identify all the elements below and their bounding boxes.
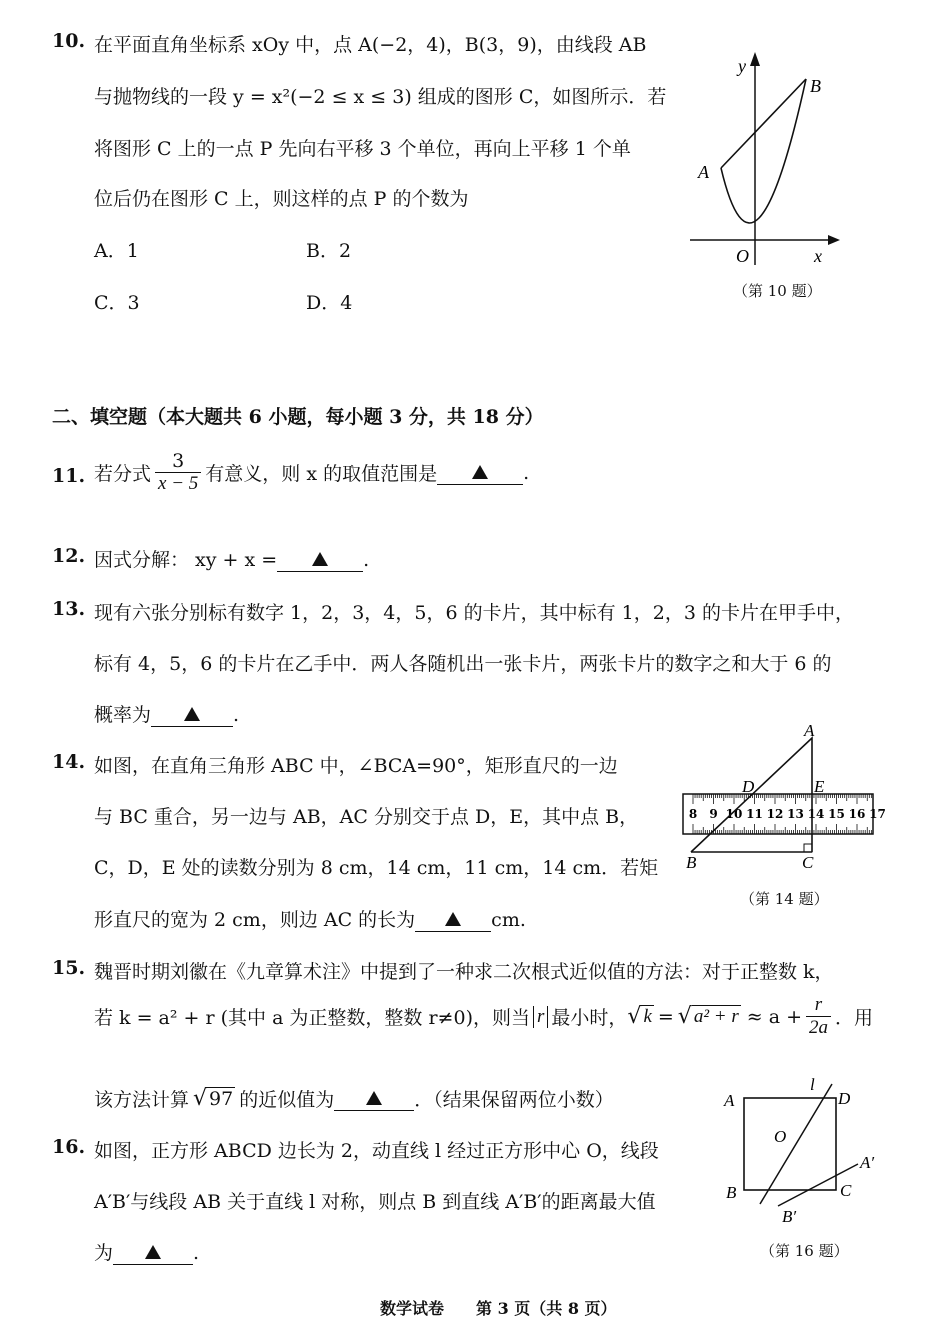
label-b-prime: B′ <box>782 1207 797 1226</box>
ruler-tick-label: 10 <box>725 807 743 821</box>
q11-body <box>94 450 529 495</box>
q11-answer-blank[interactable] <box>437 460 523 485</box>
q15-l2b: 最小时， <box>551 1007 628 1029</box>
answer-triangle-icon <box>312 552 328 566</box>
q13-end: . <box>233 704 240 726</box>
ruler-tick-label: 17 <box>869 807 886 821</box>
label-b: B <box>686 853 697 870</box>
q16-number: 16. <box>52 1136 86 1158</box>
q11-suffix: 有意义，则 x 的取值范围是 <box>205 463 438 485</box>
q12-text: 因式分解： xy + x = <box>94 549 278 571</box>
label-c: C <box>840 1181 852 1200</box>
q12-number: 12. <box>52 545 86 567</box>
q15-line3 <box>94 1085 614 1112</box>
q15-equals: = <box>657 1005 674 1028</box>
q10-option-b[interactable]: B．2 <box>306 240 352 262</box>
q13-line2: 标有 4，5，6 的卡片在乙手中．两人各随机出一张卡片，两张卡片的数字之和大于 6 的 <box>94 653 832 675</box>
sqrt-sign-icon: √ <box>627 1004 642 1029</box>
ruler-tick-label: 14 <box>807 807 825 821</box>
label-e: E <box>814 777 825 796</box>
label-c: C <box>802 853 814 870</box>
q11-frac-num: 3 <box>172 450 185 472</box>
q10-number: 10. <box>52 30 86 52</box>
q15-sqrt-a2r: a² + r <box>693 1006 739 1027</box>
q14-answer-blank[interactable] <box>415 907 491 932</box>
answer-triangle-icon <box>184 707 200 721</box>
q11-frac-den: x − 5 <box>155 472 201 495</box>
q10-figure <box>690 50 850 280</box>
ruler-tick-label: 16 <box>848 807 866 821</box>
ruler-tick-label: 15 <box>828 807 845 821</box>
answer-triangle-icon <box>445 912 461 926</box>
line-l <box>760 1084 832 1204</box>
ruler-tick-label: 11 <box>746 807 763 821</box>
q15-line1: 魏晋时期刘徽在《九章算术注》中提到了一种求二次根式近似值的方法：对于正整数 k， <box>94 961 834 983</box>
q13-line3: 概率为 <box>94 704 152 726</box>
q14-unit: cm. <box>491 909 526 931</box>
answer-triangle-icon <box>472 465 488 479</box>
q13-line3-wrap <box>94 700 239 727</box>
parabola-curve <box>721 79 806 223</box>
answer-triangle-icon <box>366 1091 382 1105</box>
q15-frac-den: 2a <box>806 1016 831 1039</box>
label-d: D <box>742 777 755 796</box>
sqrt-sign-icon: √ <box>193 1086 208 1111</box>
q15-answer-blank[interactable] <box>334 1086 414 1111</box>
page-footer: 数学试卷 第 3 页（共 8 页） <box>380 1299 617 1318</box>
answer-triangle-icon <box>145 1245 161 1259</box>
ruler-tick-label: 8 <box>688 807 698 821</box>
q10-line4: 位后仍在图形 C 上，则这样的点 P 的个数为 <box>94 188 469 210</box>
q16-caption: （第 16 题） <box>760 1242 849 1260</box>
q11-end: . <box>523 461 530 484</box>
q12-end: . <box>363 549 370 571</box>
label-b: B <box>726 1183 737 1202</box>
label-a-prime: A′ <box>860 1153 875 1172</box>
q14-line3: C，D，E 处的读数分别为 8 cm，14 cm，11 cm，14 cm．若矩 <box>94 857 659 879</box>
q13-answer-blank[interactable] <box>151 702 233 727</box>
q15-sqrt-97: 97 <box>209 1088 234 1110</box>
q10-line3: 将图形 C 上的一点 P 先向右平移 3 个单位，再向上平移 1 个单 <box>94 138 631 160</box>
q11-number: 11. <box>52 465 86 487</box>
q14-line4: 形直尺的宽为 2 cm，则边 AC 的长为 <box>94 909 416 931</box>
right-angle-mark <box>804 844 812 852</box>
q14-number: 14. <box>52 751 86 773</box>
q15-l3b: 的近似值为 <box>239 1089 335 1111</box>
q10-caption: （第 10 题） <box>733 282 822 300</box>
q10-option-c[interactable]: C．3 <box>94 292 140 314</box>
ruler-tick-label: 12 <box>766 807 784 821</box>
q14-line1: 如图，在直角三角形 ABC 中，∠BCA=90°，矩形直尺的一边 <box>94 755 618 777</box>
q16-answer-blank[interactable] <box>113 1240 193 1265</box>
label-o: O <box>736 246 749 266</box>
label-y: y <box>738 56 746 76</box>
q14-line4-wrap <box>94 905 526 932</box>
label-a: A <box>724 1091 735 1110</box>
q15-l3c: ．（结果保留两位小数） <box>414 1089 614 1111</box>
q15-number: 15. <box>52 957 86 979</box>
q12-answer-blank[interactable] <box>277 547 363 572</box>
sqrt-sign-icon: √ <box>677 1004 692 1029</box>
square-abcd <box>744 1098 836 1190</box>
label-b: B <box>810 76 821 96</box>
y-axis-arrow-icon <box>750 52 760 66</box>
label-a: A <box>804 722 815 740</box>
q15-line2 <box>94 994 873 1039</box>
q15-l2a: 若 k = a² + r (其中 a 为正整数，整数 r≠0)，则当 <box>94 1007 530 1029</box>
q14-caption: （第 14 题） <box>740 890 829 908</box>
q10-line2: 与抛物线的一段 y = x²(−2 ≤ x ≤ 3) 组成的图形 C，如图所示．若 <box>94 86 667 108</box>
label-l: l <box>810 1076 815 1094</box>
q11-prefix: 若分式 <box>94 463 152 485</box>
q15-approx: ≈ a + <box>746 1005 802 1028</box>
label-x: x <box>814 246 822 266</box>
q12-body <box>94 545 369 572</box>
q15-l2end: ．用 <box>835 1007 874 1029</box>
q16-line1: 如图，正方形 ABCD 边长为 2，动直线 l 经过正方形中心 O，线段 <box>94 1140 659 1162</box>
q15-frac-num: r <box>814 994 823 1015</box>
q15-abs-r: r <box>533 1006 548 1028</box>
q13-number: 13. <box>52 598 86 620</box>
q10-option-a[interactable]: A．1 <box>94 240 139 262</box>
label-a: A <box>698 162 709 182</box>
q11-fraction <box>155 450 201 495</box>
label-d: D <box>838 1089 851 1108</box>
q14-figure <box>676 722 886 870</box>
segment-ab <box>721 79 806 168</box>
q16-line2: A′B′与线段 AB 关于直线 l 对称，则点 B 到直线 A′B′的距离最大值 <box>94 1191 656 1213</box>
x-axis-arrow-icon <box>828 235 840 245</box>
ruler-tick-label: 13 <box>787 807 804 821</box>
q16-figure <box>718 1076 893 1226</box>
ruler-tick-label: 9 <box>709 807 718 821</box>
q16-line3: 为 <box>94 1242 114 1264</box>
q10-line1: 在平面直角坐标系 xOy 中，点 A(−2，4)，B(3，9)，由线段 AB <box>94 34 647 56</box>
q13-line1: 现有六张分别标有数字 1，2，3，4，5，6 的卡片，其中标有 1，2，3 的卡片在甲手中， <box>94 602 854 624</box>
q15-sqrt-k: k <box>643 1006 652 1027</box>
q10-option-d[interactable]: D．4 <box>306 292 353 314</box>
q15-fraction <box>806 994 831 1039</box>
label-o: O <box>774 1127 787 1146</box>
q16-line3-wrap <box>94 1238 199 1265</box>
q16-end: . <box>193 1242 200 1264</box>
section-2-title: 二、填空题（本大题共 6 小题，每小题 3 分，共 18 分） <box>52 406 544 428</box>
q15-l3a: 该方法计算 <box>94 1089 190 1111</box>
q14-line2: 与 BC 重合，另一边与 AB，AC 分别交于点 D，E，其中点 B， <box>94 806 639 828</box>
